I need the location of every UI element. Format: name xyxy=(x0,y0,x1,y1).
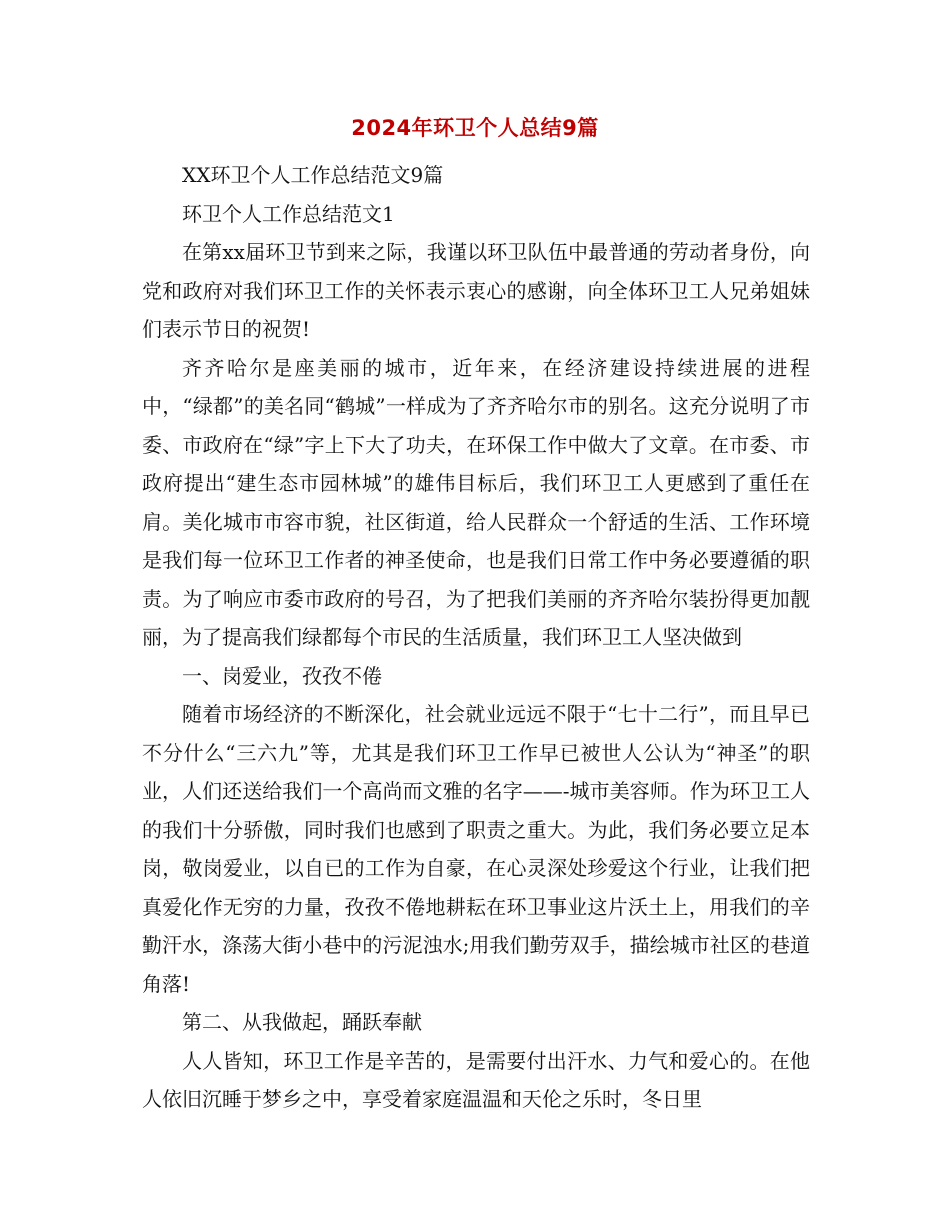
paragraph-subtitle: XX环卫个人工作总结范文9篇 xyxy=(182,163,444,187)
document-body xyxy=(142,156,810,1119)
paragraph: 在第xx届环卫节到来之际，我谨以环卫队伍中最普通的劳动者身份，向党和政府对我们环卫工作的关怀表示衷心的感谢，向全体环卫工人兄弟姐妹们表示节日的祝贺! xyxy=(142,240,810,341)
paragraph: 随着市场经济的不断深化，社会就业远远不限于“七十二行”，而且早已不分什么“三六九”等，尤其是我们环卫工作早已被世人公认为“神圣”的职业，人们还送给我们一个高尚而文雅的名字——-城市美容师。作为环卫工人的我们十分骄傲，同时我们也感到了职责之重大。为此，我们务必要立足本岗，敬岗爱业，以自已的工作为自豪，在心灵深处珍爱这个行业，让我们把真爱化作无穷的力量，孜孜不倦地耕耘在环卫事业这片沃土上，用我们的辛勤汗水，涤荡大街小巷中的污泥浊水;用我们勤劳双手，描绘城市社区的巷道角落! xyxy=(142,702,810,996)
paragraph-section-heading: 环卫个人工作总结范文1 xyxy=(182,201,395,226)
paragraph-heading: 第二、从我做起，踊跃奉献 xyxy=(182,1010,422,1034)
paragraph: 人人皆知，环卫工作是辛苦的，是需要付出汗水、力气和爱心的。在他人依旧沉睡于梦乡之中，享受着家庭温温和天伦之乐时，冬日里 xyxy=(142,1048,810,1111)
paragraph: 齐齐哈尔是座美丽的城市，近年来，在经济建设持续进展的进程中，“绿都”的美名同“鹤城”一样成为了齐齐哈尔市的别名。这充分说明了市委、市政府在“绿”字上下大了功夫，在环保工作中做大了文章。在市委、市政府提出“建生态市园林城”的雄伟目标后，我们环卫工人更感到了重任在肩。美化城市市容市貌，社区街道，给人民群众一个舒适的生活、工作环境是我们每一位环卫工作者的神圣使命，也是我们日常工作中务必要遵循的职责。为了响应市委市政府的号召，为了把我们美丽的齐齐哈尔装扮得更加靓丽，为了提高我们绿都每个市民的生活质量，我们环卫工人坚决做到 xyxy=(142,355,810,649)
document-title: 2024年环卫个人总结9篇 xyxy=(351,116,599,140)
paragraph-heading: 一、岗爱业，孜孜不倦 xyxy=(182,663,382,688)
